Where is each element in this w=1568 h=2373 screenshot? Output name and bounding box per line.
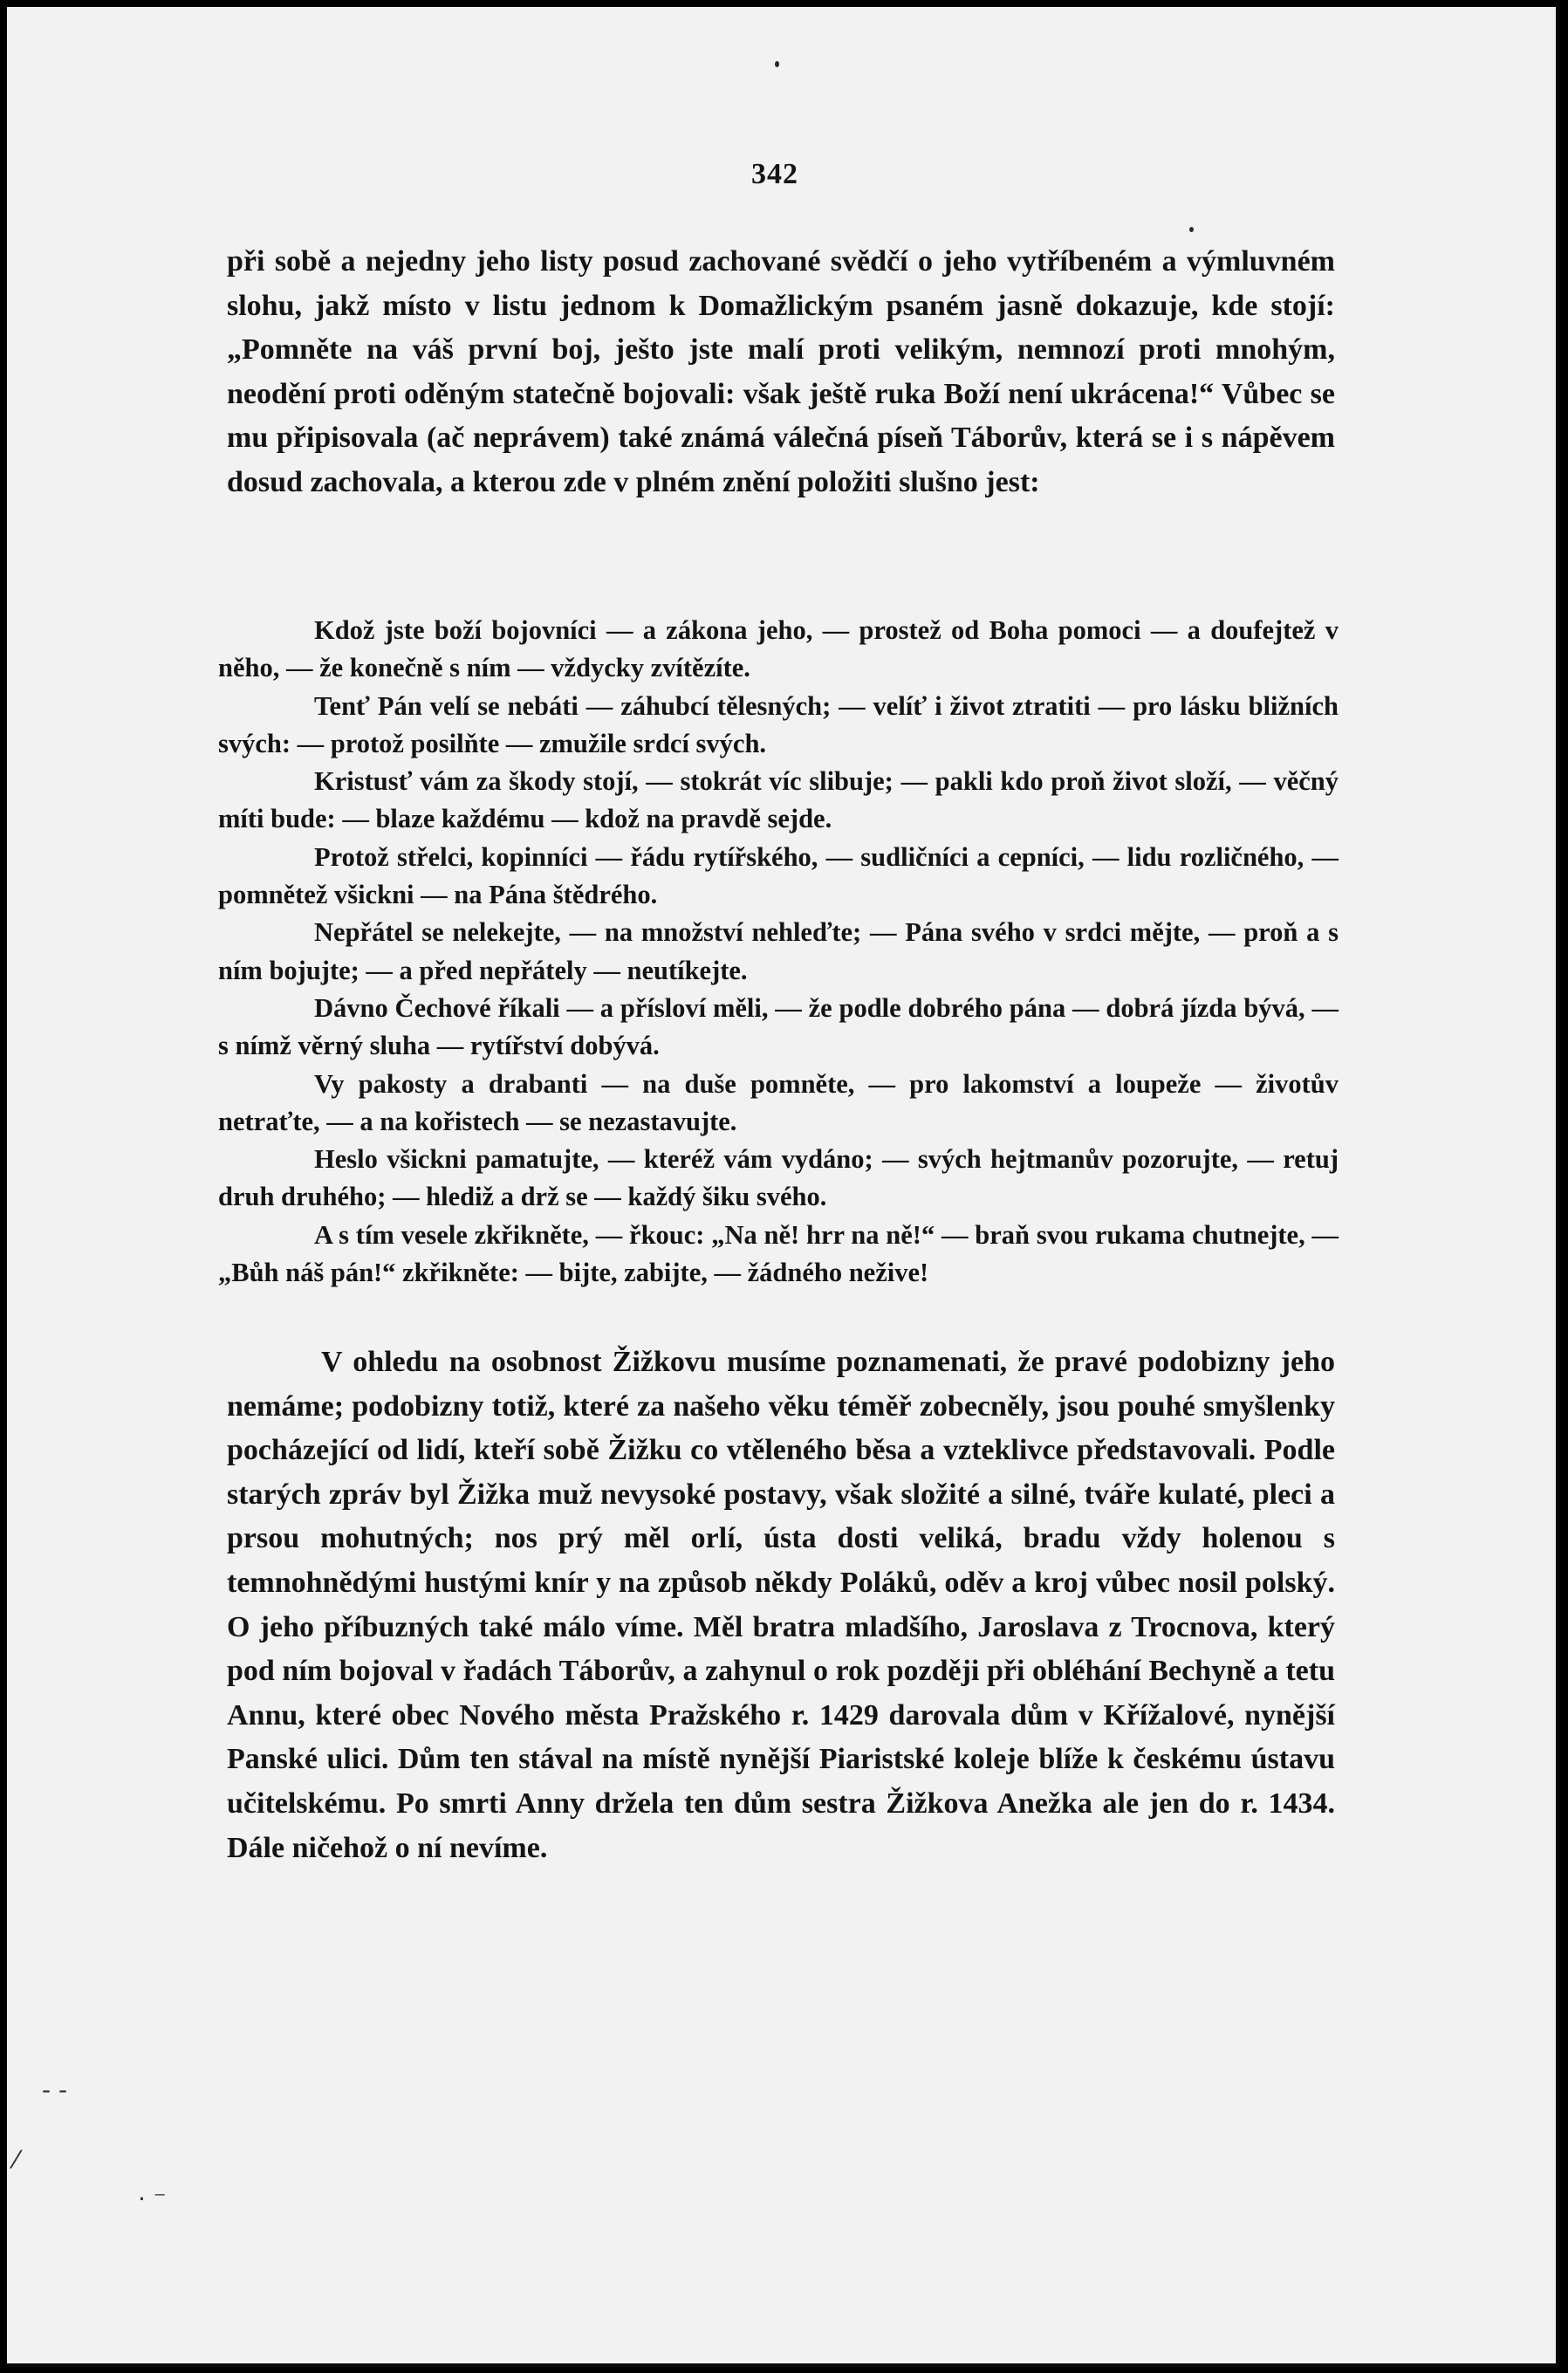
outro-paragraph-block — [227, 1341, 1335, 1870]
verse-stanza: Dávno Čechové říkali — a přísloví měli, — že podle dobrého pána — dobrá jízda bývá, — s nímž věrný sluha — rytířství dobývá. — [218, 992, 1339, 1061]
scan-margin-mark: - - — [42, 2075, 68, 2104]
verse-stanza: Nepřátel se nelekejte, — na množství nehleďte; — Pána svého v srdci mějte, — proň a s ním bojujte; — a před nepřátely — neutíkejte. — [218, 917, 1339, 985]
verse-stanza: Heslo všickni pamatujte, — kteréž vám vydáno; — svých hejtmanův pozorujte, — retuj druh druhého; — hlediž a drž se — každý šiku svého. — [218, 1144, 1339, 1212]
verse-stanza: Kristusť vám za škody stojí, — stokrát víc slibuje; — pakli kdo proň život složí, — věčný míti bude: — blaze každému — kdož na pravdě sejde. — [218, 766, 1339, 834]
verse-stanza: Kdož jste boží bojovníci — a zákona jeho, — prostež od Boha pomoci — a doufejtež v něho, — že konečně s ním — vždycky zvítězíte. — [218, 615, 1339, 683]
scanned-page — [7, 7, 1559, 2367]
verse-stanza: A s tím vesele zkřikněte, — řkouc: „Na ně! hrr na ně!“ — braň svou rukama chutnejte, — „Bůh náš pán!“ zkřikněte: — bijte, zabijte, — žádného nežive! — [218, 1219, 1339, 1288]
scan-speck — [1189, 227, 1194, 232]
war-song — [218, 612, 1339, 1292]
intro-paragraph: při sobě a nejedny jeho listy posud zachované svědčí o jeho vytříbeném a výmluvném slohu, jakž místo v listu jednom k Domažlickým psaném jasně dokazuje, kde stojí: „Pomněte na váš první boj, ješto jste malí proti velikým, nemnozí proti mnohým, neodění proti oděným statečně bojovali: však ještě ruka Boží není ukrácena!“ Vůbec se mu připisovala (ač neprávem) také známá válečná píseň Táborův, která se i s nápěvem dosud zachovala, a kterou zde v plném znění položiti slušno jest: — [227, 245, 1335, 498]
verse-stanza: Tenť Pán velí se nebáti — záhubcí tělesných; — velíť i život ztratiti — pro lásku bližních svých: — protož posilňte — zmužile srdcí svých. — [218, 690, 1339, 758]
page-number: 342 — [751, 158, 798, 190]
scan-margin-mark: · ⁻ — [138, 2184, 167, 2213]
verse-stanza: Vy pakosty a drabanti — na duše pomněte, — pro lakomství a loupeže — životův netraťte, — a na kořistech — se nezastavujte. — [218, 1068, 1339, 1136]
intro-paragraph-block — [227, 240, 1335, 505]
outro-paragraph: V ohledu na osobnost Žižkovu musíme poznamenati, že pravé podobizny jeho nemáme; podobizny totiž, které za našeho věku téměř zobecněly, jsou pouhé smyšlenky pocházející od lidí, kteří sobě Žižku co vtěleného běsa a vzteklivce představovali. Podle starých zpráv byl Žižka muž nevysoké postavy, však složité a silné, tváře kulaté, pleci a prsou mohutných; nos prý měl orlí, ústa dosti veliká, bradu vždy holenou s temnohnědými hustými knír y na způsob někdy Poláků, oděv a kroj vůbec nosil polský. O jeho příbuzných také málo víme. Měl bratra mladšího, Jaroslava z Trocnova, který pod ním bojoval v řadách Táborův, a zahynul o rok později při obléhání Bechyně a tetu Annu, které obec Nového města Pražského r. 1429 darovala dům v Křížalové, nynější Panské ulici. Dům ten stával na místě nynější Piaristské koleje blíže k českému ústavu učitelskému. Po smrti Anny držela ten dům sestra Žižkova Anežka ale jen do r. 1434. Dále ničehož o ní nevíme. — [227, 1346, 1335, 1864]
scan-margin-mark: ⁄ — [14, 2145, 18, 2174]
scan-speck — [775, 61, 779, 67]
verse-stanza: Protož střelci, kopinníci — řádu rytířského, — sudličníci a cepníci, — lidu rozličného, — pomnětež všickni — na Pána štědrého. — [218, 841, 1339, 910]
